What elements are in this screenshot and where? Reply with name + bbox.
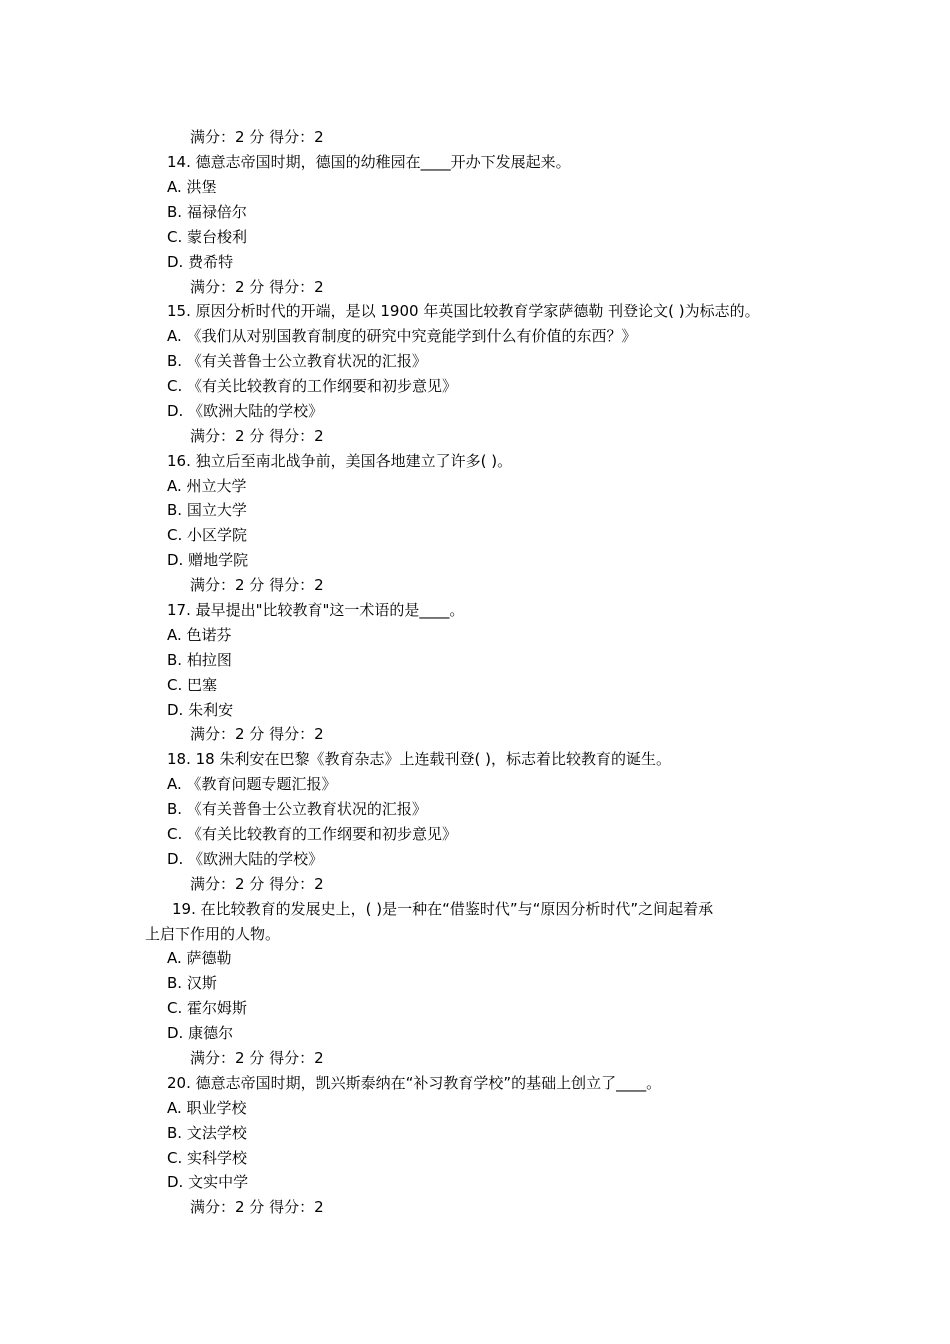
score-line: 满分：2 分 得分：2 (190, 1049, 324, 1067)
score-line: 满分：2 分 得分：2 (190, 278, 324, 296)
option-c: C. 小区学院 (167, 526, 248, 544)
question-17: 17. 最早提出"比较教育"这一术语的是____。 (167, 601, 465, 619)
option-c: C. 蒙台梭利 (167, 228, 248, 246)
question-18: 18. 18 朱利安在巴黎《教育杂志》上连载刊登( )，标志着比较教育的诞生。 (167, 750, 671, 768)
score-line: 满分：2 分 得分：2 (190, 725, 324, 743)
score-line: 满分：2 分 得分：2 (190, 875, 324, 893)
score-line: 满分：2 分 得分：2 (190, 427, 324, 445)
option-b: B. 福禄倍尔 (167, 203, 247, 221)
option-a: A. 色诺芬 (167, 626, 232, 644)
option-d: D. 《欧洲大陆的学校》 (167, 402, 324, 420)
question-20: 20. 德意志帝国时期，凯兴斯泰纳在“补习教育学校”的基础上创立了____。 (167, 1074, 662, 1092)
option-c: C. 巴塞 (167, 676, 218, 694)
option-b: B. 文法学校 (167, 1124, 247, 1142)
score-line: 满分：2 分 得分：2 (190, 576, 324, 594)
option-c: C. 霍尔姆斯 (167, 999, 248, 1017)
option-c: C. 《有关比较教育的工作纲要和初步意见》 (167, 377, 458, 395)
option-a: A. 洪堡 (167, 178, 217, 196)
option-d: D. 朱利安 (167, 701, 234, 719)
option-a: A. 职业学校 (167, 1099, 247, 1117)
option-d: D. 费希特 (167, 253, 234, 271)
option-b: B. 《有关普鲁士公立教育状况的汇报》 (167, 352, 427, 370)
option-c: C. 实科学校 (167, 1149, 248, 1167)
option-b: B. 《有关普鲁士公立教育状况的汇报》 (167, 800, 427, 818)
option-c: C. 《有关比较教育的工作纲要和初步意见》 (167, 825, 458, 843)
option-d: D. 赠地学院 (167, 551, 249, 569)
question-19: 19. 在比较教育的发展史上，( )是一种在“借鉴时代”与“原因分析时代”之间起着承 (172, 900, 714, 918)
score-line: 满分：2 分 得分：2 (190, 1198, 324, 1216)
option-d: D. 《欧洲大陆的学校》 (167, 850, 324, 868)
score-line: 满分：2 分 得分：2 (190, 128, 324, 146)
option-b: B. 汉斯 (167, 974, 217, 992)
question-14: 14. 德意志帝国时期，德国的幼稚园在____开办下发展起来。 (167, 153, 571, 171)
option-d: D. 康德尔 (167, 1024, 234, 1042)
option-a: A. 萨德勒 (167, 949, 232, 967)
question-15: 15. 原因分析时代的开端，是以 1900 年英国比较教育学家萨德勒 刊登论文( )为标志的。 (167, 302, 760, 320)
option-a: A. 《教育问题专题汇报》 (167, 775, 337, 793)
option-b: B. 柏拉图 (167, 651, 232, 669)
option-b: B. 国立大学 (167, 501, 247, 519)
question-16: 16. 独立后至南北战争前，美国各地建立了许多( )。 (167, 452, 513, 470)
option-d: D. 文实中学 (167, 1173, 249, 1191)
option-a: A. 州立大学 (167, 477, 247, 495)
question-19-continuation: 上启下作用的人物。 (145, 925, 281, 943)
option-a: A. 《我们从对别国教育制度的研究中究竟能学到什么有价值的东西？》 (167, 327, 637, 345)
